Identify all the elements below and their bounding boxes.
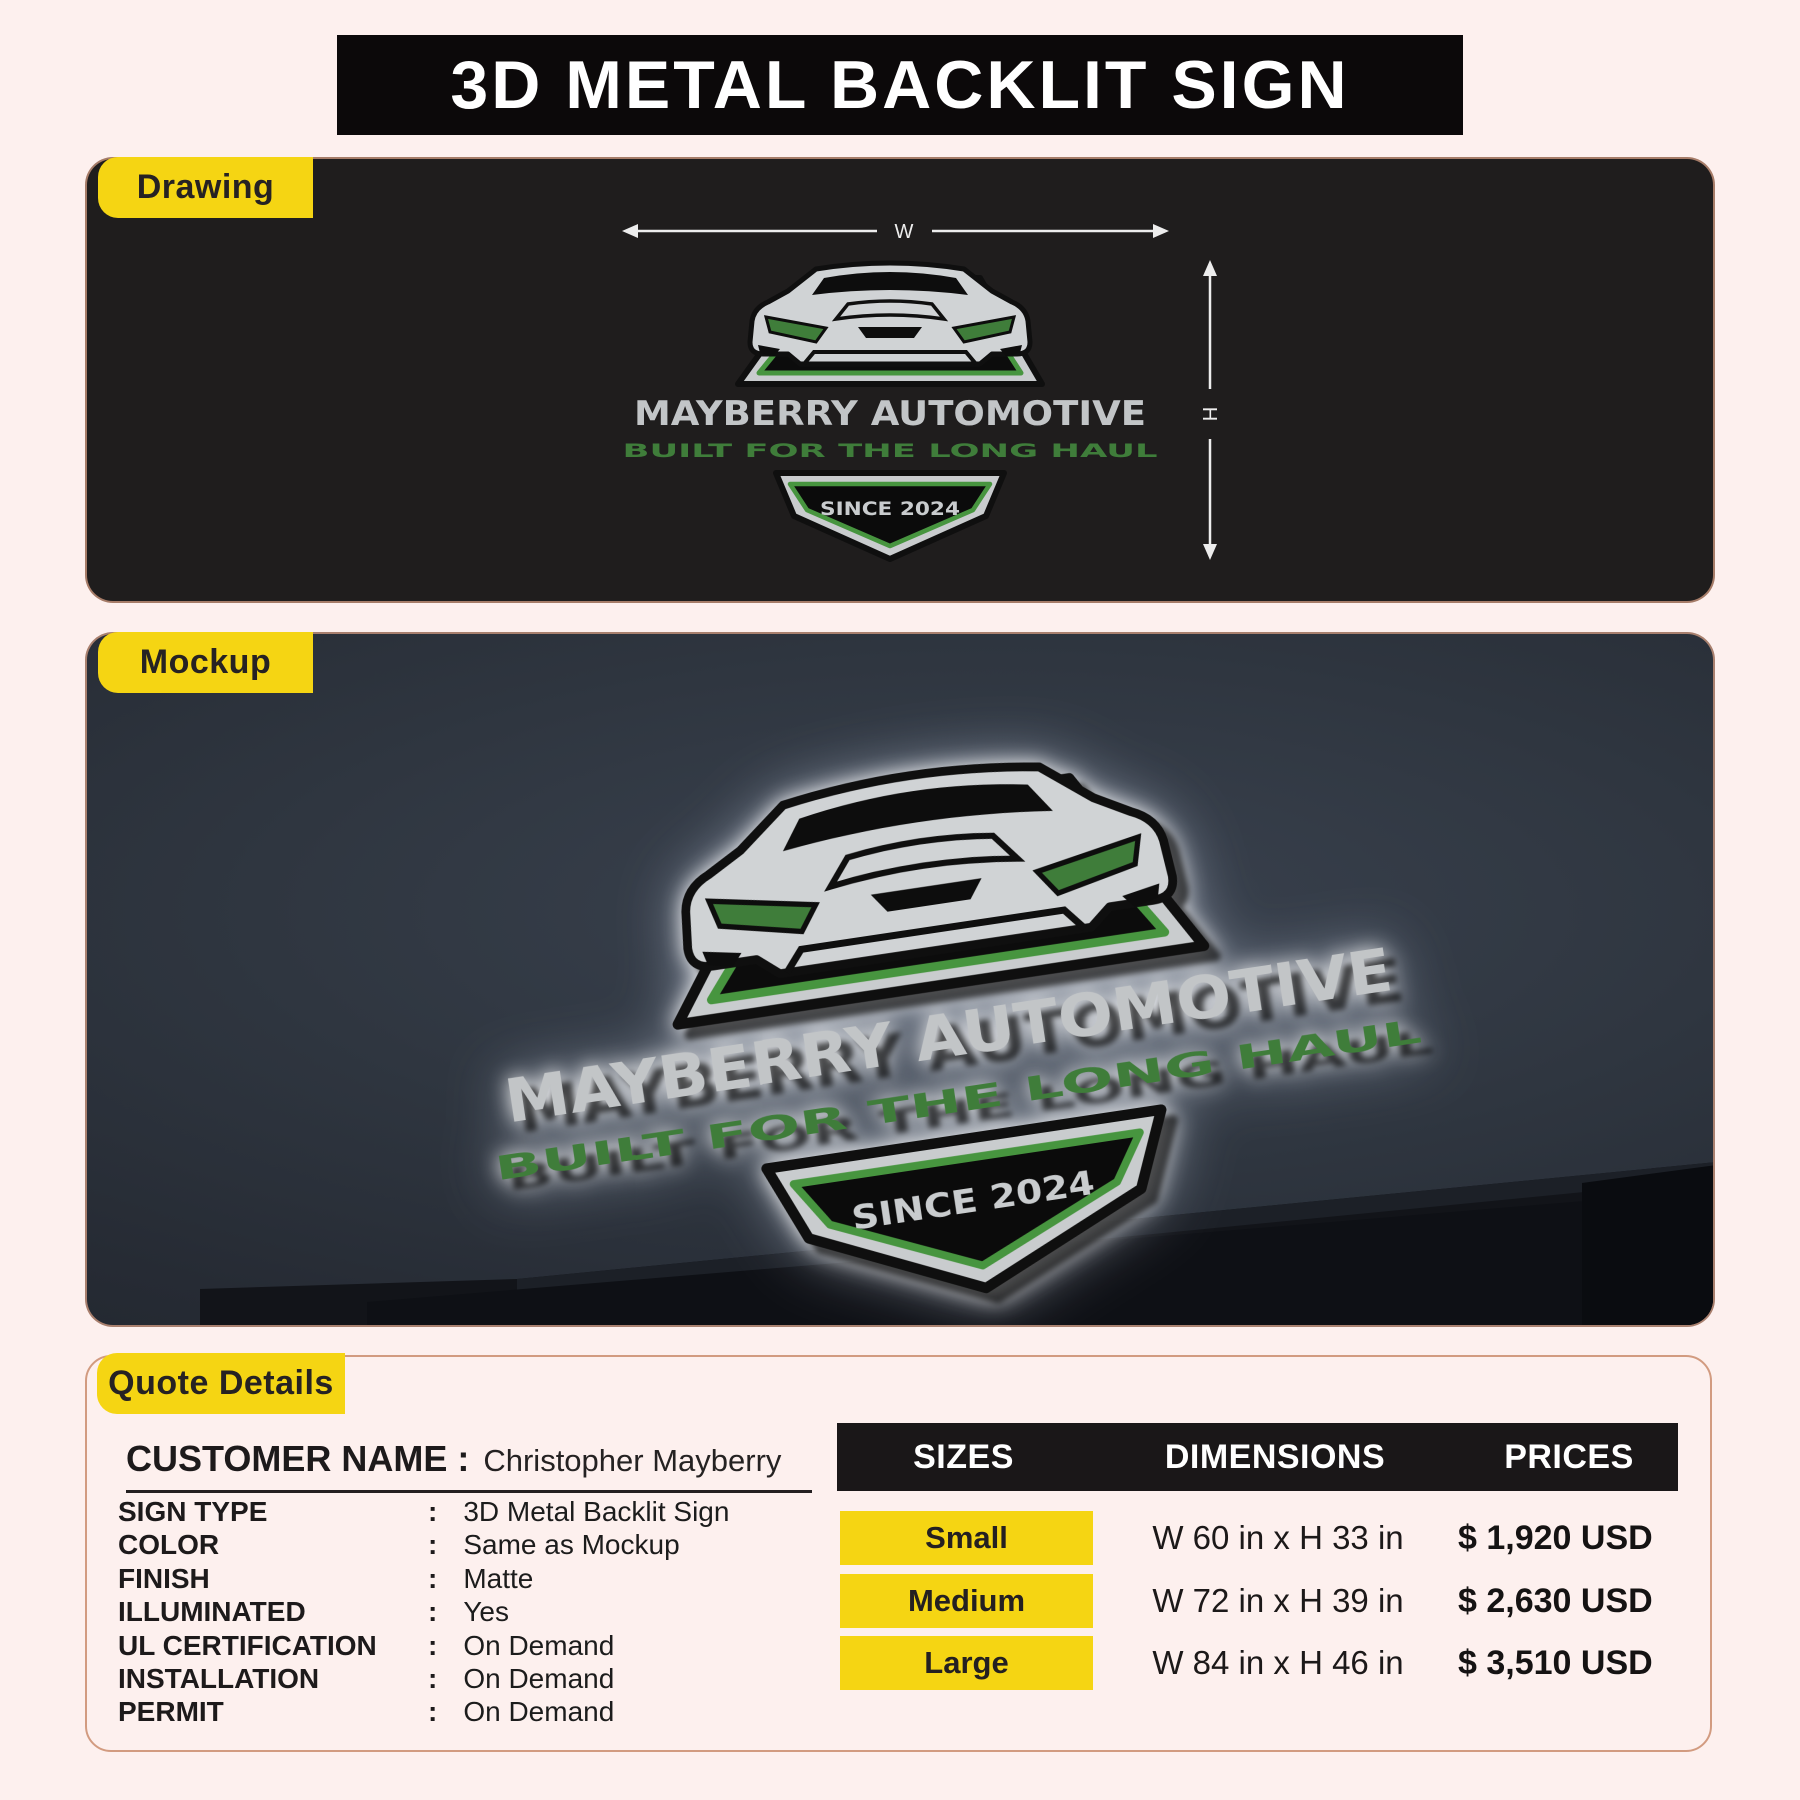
spec-list xyxy=(118,1496,729,1730)
spec-value: 3D Metal Backlit Sign xyxy=(463,1496,730,1527)
price-small: $ 1,920 USD xyxy=(1458,1519,1653,1557)
spec-row-permit xyxy=(118,1696,729,1729)
dimension-annotations xyxy=(87,159,1717,605)
page-title: 3D METAL BACKLIT SIGN xyxy=(450,47,1350,123)
spec-colon: : xyxy=(428,1696,438,1728)
customer-name-colon: : xyxy=(457,1438,470,1479)
spec-row-installation xyxy=(118,1663,729,1696)
height-dimension-arrow xyxy=(1198,260,1220,560)
spec-colon: : xyxy=(428,1596,438,1628)
customer-name-row xyxy=(126,1438,812,1493)
spec-row-finish xyxy=(118,1563,729,1596)
spec-label: SIGN TYPE xyxy=(118,1496,268,1527)
mockup-section-label: Mockup xyxy=(139,643,272,681)
mockup-section-tab xyxy=(98,632,313,693)
size-option-large[interactable]: Large xyxy=(840,1636,1093,1690)
mockup-panel xyxy=(85,632,1715,1327)
customer-name-label: CUSTOMER NAME xyxy=(126,1438,448,1479)
width-dimension-label: W xyxy=(894,221,914,243)
spec-value: On Demand xyxy=(463,1696,615,1728)
spec-colon: : xyxy=(428,1562,438,1594)
dimensions-small: W 60 in x H 33 in xyxy=(1152,1519,1404,1556)
spec-value: Yes xyxy=(463,1596,510,1628)
spec-colon: : xyxy=(428,1529,438,1561)
spec-value: Matte xyxy=(463,1562,534,1594)
spec-label: PERMIT xyxy=(118,1696,224,1728)
size-option-small[interactable]: Small xyxy=(840,1511,1093,1565)
spec-colon: : xyxy=(428,1496,438,1527)
drawing-panel xyxy=(85,157,1715,603)
drawing-section-tab xyxy=(98,157,313,218)
spec-value: On Demand xyxy=(463,1662,615,1694)
quote-section-label: Quote Details xyxy=(108,1364,334,1402)
size-table-header xyxy=(837,1423,1678,1491)
drawing-section-label: Drawing xyxy=(136,168,275,206)
title-bar xyxy=(337,35,1463,135)
customer-name-value: Christopher Mayberry xyxy=(483,1443,782,1478)
spec-label: UL CERTIFICATION xyxy=(118,1629,377,1661)
width-dimension-arrow xyxy=(622,221,1169,243)
spec-row-illuminated xyxy=(118,1596,729,1629)
quote-section-tab xyxy=(97,1353,345,1414)
height-dimension-label: H xyxy=(1198,406,1220,422)
column-header-dimensions: DIMENSIONS xyxy=(1164,1437,1386,1476)
spec-label: INSTALLATION xyxy=(118,1662,320,1694)
price-medium: $ 2,630 USD xyxy=(1458,1582,1653,1620)
spec-label: ILLUMINATED xyxy=(118,1596,306,1628)
column-header-sizes: SIZES xyxy=(913,1437,1014,1476)
spec-colon: : xyxy=(428,1629,438,1661)
spec-label: FINISH xyxy=(118,1562,210,1594)
spec-row-color xyxy=(118,1529,729,1562)
price-large: $ 3,510 USD xyxy=(1458,1644,1653,1682)
dimensions-medium: W 72 in x H 39 in xyxy=(1152,1582,1404,1619)
spec-value: On Demand xyxy=(463,1629,615,1661)
spec-row-sign-type xyxy=(118,1496,729,1529)
spec-colon: : xyxy=(428,1662,438,1694)
spec-label: COLOR xyxy=(118,1529,220,1561)
spec-row-ul-certification xyxy=(118,1630,729,1663)
dimensions-large: W 84 in x H 46 in xyxy=(1152,1644,1404,1681)
spec-value: Same as Mockup xyxy=(463,1529,680,1561)
column-header-prices: PRICES xyxy=(1504,1437,1634,1476)
size-option-medium[interactable]: Medium xyxy=(840,1574,1093,1628)
